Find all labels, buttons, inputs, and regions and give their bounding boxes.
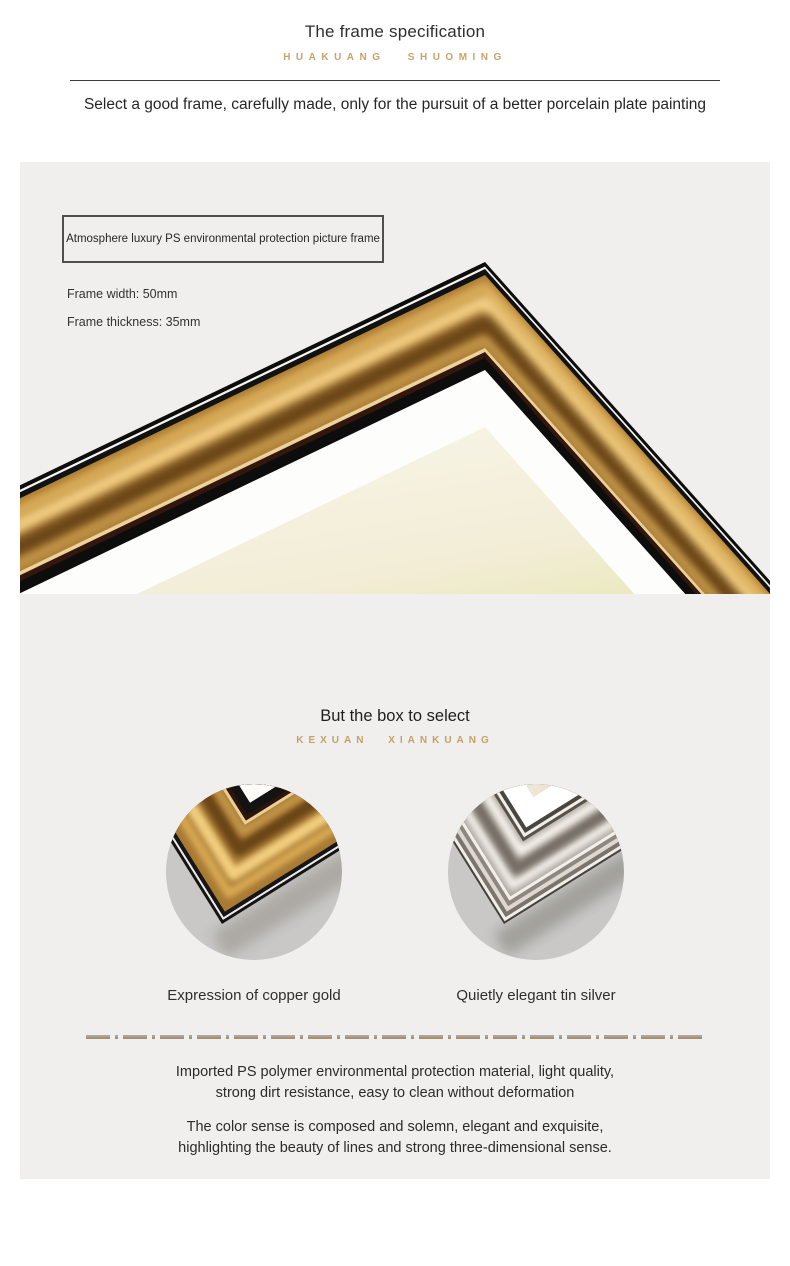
dash-dot-divider bbox=[86, 1035, 704, 1039]
frame-width-spec: Frame width: 50mm bbox=[67, 287, 178, 301]
frame-type-label-box bbox=[62, 215, 384, 263]
page-header bbox=[0, 0, 790, 116]
material-paragraph-line2: strong dirt resistance, easy to clean without deformation bbox=[215, 1085, 575, 1101]
material-paragraph bbox=[20, 1062, 770, 1104]
caption-tin-silver: Quietly elegant tin silver bbox=[456, 987, 616, 1004]
select-section-subtitle-pinyin: KEXUAN XIANKUANG bbox=[296, 735, 494, 746]
frame-type-label: Atmosphere luxury PS environmental protection picture frame bbox=[66, 233, 380, 245]
tin-silver-frame-image bbox=[448, 784, 624, 960]
color-sense-paragraph-line2: highlighting the beauty of lines and strong three-dimensional sense. bbox=[178, 1140, 612, 1156]
page-subtitle-pinyin: HUAKUANG SHUOMING bbox=[283, 52, 507, 63]
color-sense-paragraph-line1: The color sense is composed and solemn, elegant and exquisite, bbox=[186, 1119, 604, 1135]
tagline: Select a good frame, carefully made, only for the pursuit of a better porcelain plate painting bbox=[83, 96, 707, 113]
copper-gold-frame-image bbox=[166, 784, 342, 960]
caption-copper-gold: Expression of copper gold bbox=[167, 987, 341, 1004]
color-sense-paragraph bbox=[20, 1117, 770, 1159]
material-paragraph-line1: Imported PS polymer environmental protection material, light quality, bbox=[175, 1064, 615, 1080]
header-divider bbox=[70, 80, 720, 81]
content-panel bbox=[20, 162, 770, 1179]
select-section-title: But the box to select bbox=[320, 707, 470, 725]
option-cell-copper bbox=[113, 784, 395, 960]
frame-thickness-spec: Frame thickness: 35mm bbox=[67, 315, 201, 329]
frame-options-row bbox=[20, 784, 770, 960]
option-cell-silver bbox=[395, 784, 677, 960]
page-title: The frame specification bbox=[304, 22, 486, 41]
frame-captions-row bbox=[20, 987, 770, 1004]
